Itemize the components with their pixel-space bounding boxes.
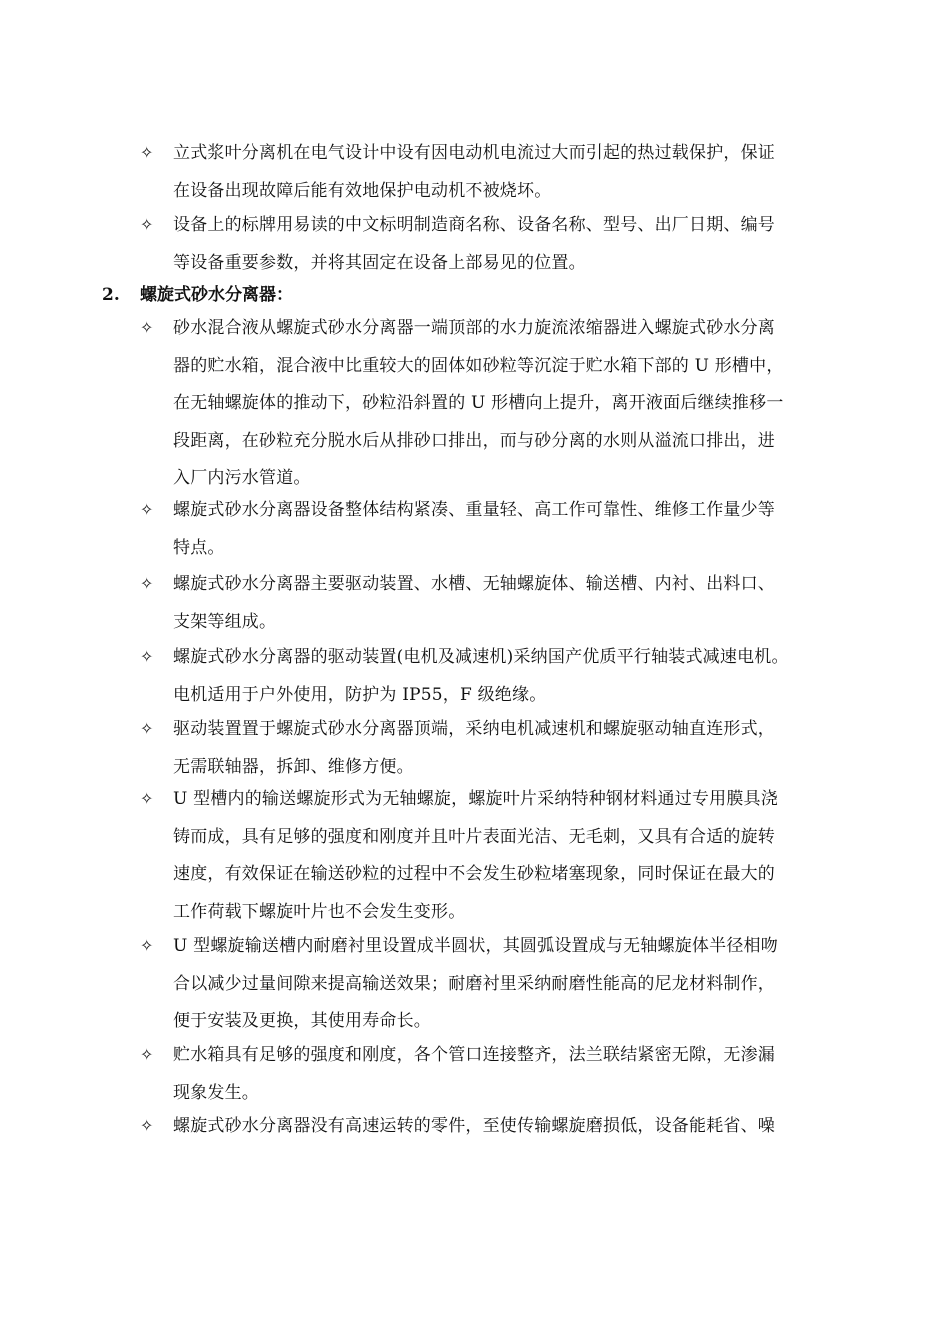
text-line: 砂水混合液从螺旋式砂水分离器一端顶部的水力旋流浓缩器进入螺旋式砂水分离 [173,318,775,338]
diamond-bullet-icon: ✧ [140,719,154,738]
text-line: 立式浆叶分离机在电气设计中设有因电动机电流过大而引起的热过载保护，保证 [173,143,775,163]
diamond-bullet-icon: ✧ [140,1116,154,1135]
text-line: 螺旋式砂水分离器没有高速运转的零件，至使传输螺旋磨损低，设备能耗省、噪 [173,1116,775,1136]
text-line: 等设备重要参数，并将其固定在设备上部易见的位置。 [173,252,586,273]
text-line: 器的贮水箱，混合液中比重较大的固体如砂粒等沉淀于贮水箱下部的 U 形槽中， [173,355,784,376]
section-title: 螺旋式砂水分离器： [140,285,293,305]
paragraph [173,1108,853,1146]
text-line: 无需联轴器，拆卸、维修方便。 [173,756,414,777]
text-line: U 型槽内的输送螺旋形式为无轴螺旋，螺旋叶片采纳特种钢材料通过专用膜具浇 [173,789,778,809]
diamond-bullet-icon: ✧ [140,215,154,234]
text-line: 螺旋式砂水分离器主要驱动装置、水槽、无轴螺旋体、输送槽、内衬、出料口、 [173,574,775,594]
paragraph [173,207,853,282]
paragraph [173,492,853,567]
text-line: 在设备出现故障后能有效地保护电动机不被烧坏。 [173,180,552,201]
text-line: 在无轴螺旋体的推动下，砂粒沿斜置的 U 形槽向上提升，离开液面后继续推移一 [173,393,784,413]
text-line: U 型螺旋输送槽内耐磨衬里设置成半圆状，其圆弧设置成与无轴螺旋体半径相吻 [173,936,778,956]
diamond-bullet-icon: ✧ [140,500,154,519]
text-line: 驱动装置置于螺旋式砂水分离器顶端，采纳电机减速机和螺旋驱动轴直连形式， [173,719,775,739]
text-line: 入厂内污水管道。 [173,468,311,488]
text-line: 工作荷载下螺旋叶片也不会发生变形。 [173,901,466,922]
paragraph [173,711,853,786]
paragraph [173,135,853,210]
text-line: 设备上的标牌用易读的中文标明制造商名称、设备名称、型号、出厂日期、编号 [173,215,775,235]
text-line: 特点。 [173,537,225,558]
paragraph [173,639,853,714]
text-line: 合以减少过量间隙来提高输送效果；耐磨衬里采纳耐磨性能高的尼龙材料制作， [173,973,775,994]
diamond-bullet-icon: ✧ [140,1045,154,1064]
text-line: 螺旋式砂水分离器的驱动装置(电机及减速机)采纳国产优质平行轴装式减速电机。 [173,647,789,667]
diamond-bullet-icon: ✧ [140,647,154,666]
text-line: 支架等组成。 [173,611,277,632]
diamond-bullet-icon: ✧ [140,789,154,808]
text-line: 贮水箱具有足够的强度和刚度，各个管口连接整齐，法兰联结紧密无隙，无渗漏 [173,1045,775,1065]
text-line: 速度，有效保证在输送砂粒的过程中不会发生砂粒堵塞现象，同时保证在最大的 [173,864,775,884]
diamond-bullet-icon: ✧ [140,318,154,337]
paragraph [173,310,853,498]
text-line: 便于安装及更换，其使用寿命长。 [173,1011,431,1031]
paragraph [173,566,853,641]
paragraph [173,1037,853,1112]
section-number: 2. [102,285,120,305]
paragraph [173,928,853,1041]
paragraph [173,781,853,931]
text-line: 铸而成，具有足够的强度和刚度并且叶片表面光洁、无毛刺，又具有合适的旋转 [173,826,775,847]
diamond-bullet-icon: ✧ [140,143,154,162]
diamond-bullet-icon: ✧ [140,574,154,593]
diamond-bullet-icon: ✧ [140,936,154,955]
text-line: 电机适用于户外使用，防护为 IP55，F 级绝缘。 [173,684,547,705]
text-line: 段距离，在砂粒充分脱水后从排砂口排出，而与砂分离的水则从溢流口排出，进 [173,430,775,451]
text-line: 现象发生。 [173,1082,259,1103]
text-line: 螺旋式砂水分离器设备整体结构紧凑、重量轻、高工作可靠性、维修工作量少等 [173,500,775,520]
